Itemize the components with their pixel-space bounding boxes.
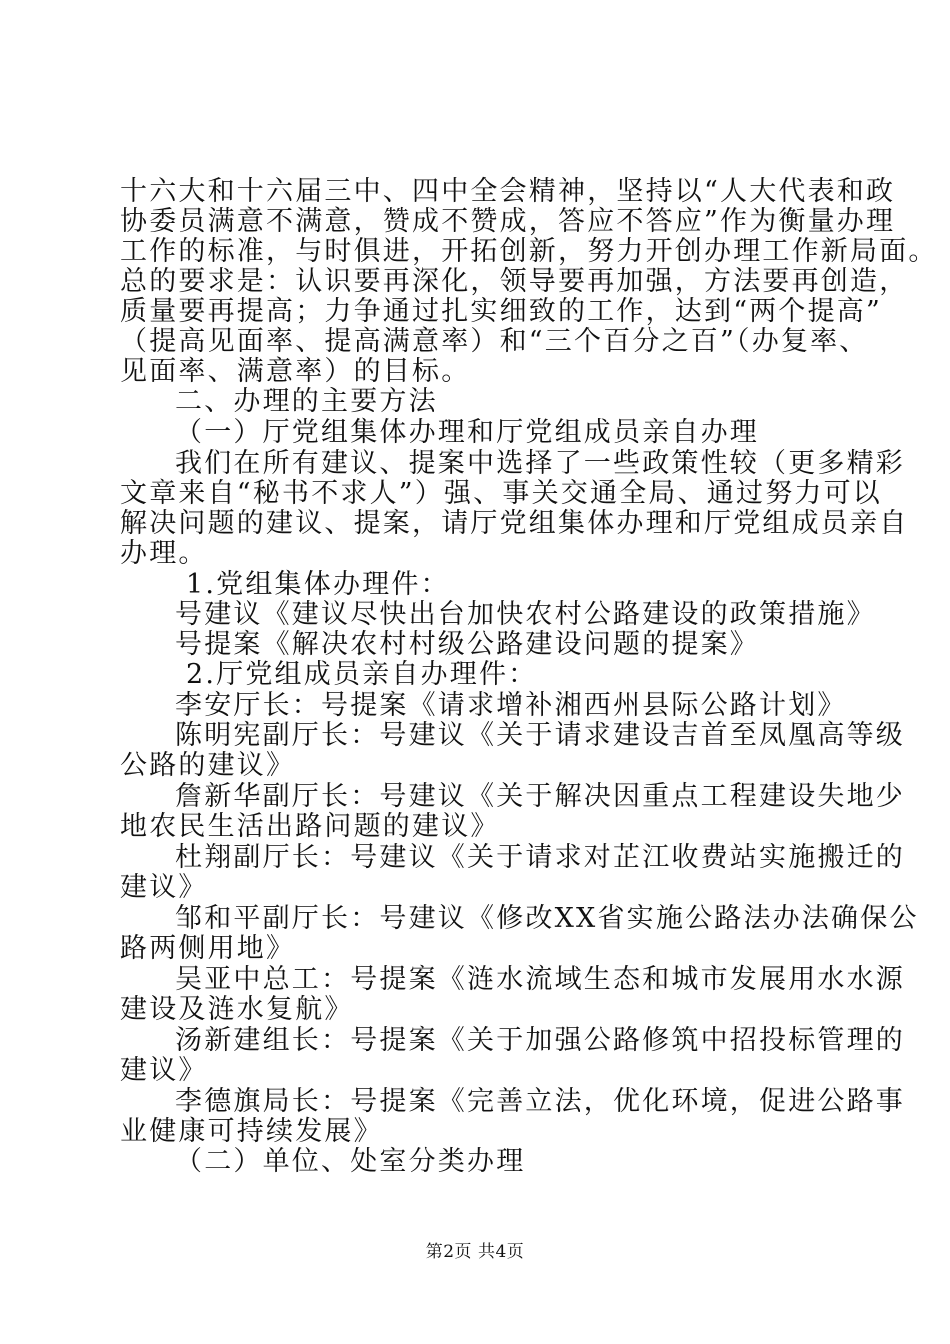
body-text-line: 文章来自“秘书不求人”）强、事关交通全局、通过努力可以: [120, 478, 883, 509]
list-item: 李德旗局长：号提案《完善立法，优化环境，促进公路事: [175, 1086, 905, 1117]
body-text-line: 总的要求是：认识要再深化，领导要再加强，方法要再创造，: [120, 266, 909, 297]
subsection-heading: （一）厅党组集体办理和厅党组成员亲自办理: [175, 417, 759, 448]
section-heading: 二、办理的主要方法: [175, 386, 438, 417]
list-heading: 2.厅党组成员亲自办理件：: [186, 659, 538, 690]
body-text-line: （提高见面率、提高满意率）和“三个百分之百”（办复率、: [120, 326, 869, 357]
list-item: 陈明宪副厅长：号建议《关于请求建设吉首至凤凰高等级: [175, 720, 905, 751]
subsection-heading: （二）单位、处室分类办理: [175, 1146, 526, 1177]
list-item: 汤新建组长：号提案《关于加强公路修筑中招投标管理的: [175, 1025, 905, 1056]
list-item: 邹和平副厅长：号建议《修改XX省实施公路法办法确保公: [175, 903, 919, 934]
list-item: 吴亚中总工：号提案《涟水流域生态和城市发展用水水源: [175, 964, 905, 995]
list-item: 建议》: [120, 1055, 208, 1086]
list-item: 号建议《建议尽快出台加快农村公路建设的政策措施》: [175, 599, 876, 630]
list-item: 地农民生活出路问题的建议》: [120, 811, 500, 842]
body-text-line: 协委员满意不满意，赞成不赞成，答应不答应”作为衡量办理: [120, 206, 896, 237]
list-item: 公路的建议》: [120, 750, 296, 781]
body-text-line: 办理。: [120, 538, 208, 569]
list-item: 李安厅长：号提案《请求增补湘西州县际公路计划》: [175, 690, 847, 721]
body-text-line: 我们在所有建议、提案中选择了一些政策性较（更多精彩: [175, 448, 905, 479]
list-item: 路两侧用地》: [120, 933, 296, 964]
body-text-line: 工作的标准，与时俱进，开拓创新，努力开创办理工作新局面。: [120, 236, 938, 267]
list-item: 詹新华副厅长：号建议《关于解决因重点工程建设失地少: [175, 781, 905, 812]
page-number-footer: 第2页 共4页: [425, 1242, 525, 1262]
list-heading: 1.党组集体办理件：: [186, 569, 450, 600]
body-text-line: 见面率、满意率）的目标。: [120, 356, 471, 387]
body-text-line: 解决问题的建议、提案，请厅党组集体办理和厅党组成员亲自: [120, 508, 909, 539]
list-item: 建议》: [120, 872, 208, 903]
body-text-line: 质量要再提高；力争通过扎实细致的工作，达到“两个提高”: [120, 296, 883, 327]
list-item: 业健康可持续发展》: [120, 1116, 383, 1147]
body-text-line: 十六大和十六届三中、四中全会精神，坚持以“人大代表和政: [120, 176, 896, 207]
list-item: 建设及涟水复航》: [120, 994, 354, 1025]
list-item: 号提案《解决农村村级公路建设问题的提案》: [175, 629, 759, 660]
list-item: 杜翔副厅长：号建议《关于请求对芷江收费站实施搬迁的: [175, 842, 905, 873]
